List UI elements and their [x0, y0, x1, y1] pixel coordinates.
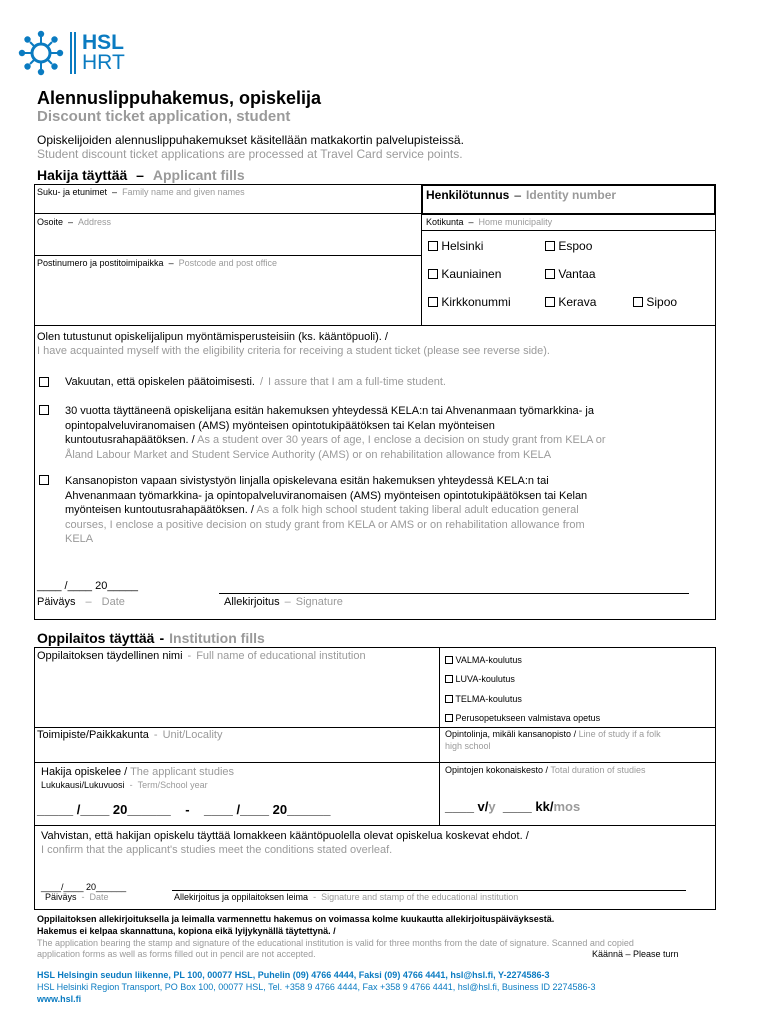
- institution-signature-label: [174, 892, 518, 902]
- footer-website-link[interactable]: www.hsl.fi: [37, 994, 82, 1004]
- studies-label: [41, 766, 234, 778]
- note-validity: Oppilaitoksen allekirjoituksella ja leimalla varmennettu hakemus on voimassa kolme kuukautta allekirjoituspäiväyksestä.: [37, 914, 555, 924]
- checkbox-icon[interactable]: [545, 241, 555, 251]
- option-3-line: Ahvenanmaan työmarkkina- ja opintopalveluviranomaisen (AMS) myönteisen opintotukipäätöksen tai Kelan: [65, 489, 588, 502]
- municipality-option-label: Vantaa: [558, 267, 596, 281]
- dash: –: [168, 258, 174, 268]
- inst-sig-en: Signature and stamp of the educational institution: [321, 892, 519, 902]
- line-of-study-en: high school: [445, 741, 491, 751]
- institution-name-sep: -: [187, 650, 192, 662]
- unit-label: [37, 729, 222, 741]
- option-3-line: Kansanopiston vapaan sivistystyön linjalla opiskelevana esitän hakemuksen yhteydessä KELA:n tai: [65, 475, 549, 487]
- footer-contact-en: HSL Helsinki Region Transport, PO Box 100, 00077 HSL, Tel. +358 9 4766 4444, Fax +358 9 4766 4441, hsl@hsl.fi, Business ID 2274586-3: [37, 982, 596, 992]
- checkbox-icon[interactable]: [428, 241, 438, 251]
- intro-text-en: Student discount ticket applications are processed at Travel Card service points.: [37, 147, 463, 161]
- option-2-line: opintopalveluviranomaisen (AMS) myönteisen opintotukipäätöksen tai Kelan myönteisen: [65, 419, 495, 432]
- checkbox-icon[interactable]: [445, 695, 453, 703]
- option-2-line-en: As a student over 30 years of age, I enclose a decision on study grant from KELA or: [197, 434, 606, 446]
- criteria-text: Olen tutustunut opiskelijalipun myöntämisperusteisiin (ks. kääntöpuoli). /: [37, 331, 388, 343]
- applicant-date-label: [37, 596, 125, 608]
- checkbox-icon[interactable]: [428, 269, 438, 279]
- line-of-study-en: Line of study if a folk: [578, 729, 661, 739]
- checkbox-icon[interactable]: [428, 297, 438, 307]
- unit-label-en: Unit/Locality: [162, 729, 223, 741]
- confirm-text-en: I confirm that the applicant's studies meet the conditions stated overleaf.: [41, 844, 393, 856]
- logo-divider: [70, 32, 72, 74]
- identity-label-fi: Henkilötunnus: [426, 188, 510, 202]
- checkbox-icon[interactable]: [39, 405, 49, 415]
- municipality-option-label: Kauniainen: [441, 267, 502, 281]
- note-validity-en: The application bearing the stamp and signature of the educational institution is valid for three months from the date of signature. Scanned and copied: [37, 938, 634, 948]
- address-label-en: Address: [78, 217, 112, 227]
- municipality-option-label: Sipoo: [646, 295, 678, 309]
- checkbox-kauniainen[interactable]: [428, 267, 501, 281]
- intro-text: Opiskelijoiden alennuslippuhakemukset käsitellään matkakortin palvelupisteissä.: [37, 133, 464, 147]
- option-1-en: I assure that I am a full-time student.: [268, 376, 446, 388]
- program-label: LUVA-koulutus: [455, 674, 515, 684]
- institution-signature-line[interactable]: [172, 890, 686, 891]
- option-3-line-en: KELA: [65, 533, 94, 545]
- applicant-heading: [37, 167, 245, 183]
- criteria-box: [34, 326, 716, 620]
- date-label-fi: Päiväys: [37, 596, 76, 608]
- municipality-label: [426, 217, 552, 227]
- logo-text-hrt: HRT: [82, 51, 125, 74]
- municipality-option-label: Helsinki: [441, 239, 484, 253]
- hsl-sun-icon: [18, 30, 64, 76]
- checkbox-espoo[interactable]: [545, 239, 592, 253]
- logo-text-hsl: HSL: [82, 31, 124, 54]
- signature-label-fi: Allekirjoitus: [224, 596, 280, 608]
- duration-years-fi: v/: [477, 799, 489, 814]
- footer-contact-fi: HSL Helsingin seudun liikenne, PL 100, 00077 HSL, Puhelin (09) 4766 4444, Faksi (09) 4766 4441, hsl@hsl.fi, Y-2274586-3: [37, 970, 550, 980]
- term-label: [41, 780, 208, 790]
- municipality-option-label: Kerava: [558, 295, 597, 309]
- checkbox-icon[interactable]: [39, 377, 49, 387]
- applicant-signature-line[interactable]: [219, 593, 689, 594]
- option-3-line-en: courses, I enclose a positive decision on study grant from KELA or AMS or on rehabilitation allowance from: [65, 518, 585, 531]
- address-label: [37, 217, 111, 227]
- program-luva[interactable]: [445, 674, 515, 684]
- checkbox-icon[interactable]: [39, 475, 49, 485]
- name-label-fi: Suku- ja etunimet: [37, 187, 108, 197]
- applicant-heading-fi: Hakija täyttää: [37, 167, 128, 183]
- date-label-en: Date: [101, 596, 125, 608]
- term-field[interactable]: _____ /____ 20______ - ____ /____ 20______: [37, 802, 331, 817]
- institution-date-label: [45, 892, 109, 902]
- name-label: [37, 187, 245, 197]
- duration-label: [445, 765, 645, 775]
- option-3-line-en: As a folk high school student taking liberal adult education general: [256, 504, 579, 516]
- option-1-fi: Vakuutan, että opiskelen päätoimisesti.: [65, 376, 255, 388]
- checkbox-icon[interactable]: [445, 656, 453, 664]
- checkbox-icon[interactable]: [633, 297, 643, 307]
- identity-label-en: Identity number: [526, 188, 617, 202]
- note-scan: Hakemus ei kelpaa skannattuna, kopiona eikä lyijykynällä täytettynä. /: [37, 926, 336, 936]
- checkbox-kerava[interactable]: [545, 295, 596, 309]
- identity-label: [426, 188, 616, 202]
- municipality-label-en: Home municipality: [478, 217, 553, 227]
- please-turn: Käännä – Please turn: [592, 949, 679, 959]
- term-label-sep: -: [129, 780, 133, 790]
- term-label-en: Term/School year: [137, 780, 208, 790]
- checkbox-icon[interactable]: [445, 714, 453, 722]
- page-title-en: Discount ticket application, student: [37, 108, 291, 125]
- hsl-logo: [18, 30, 138, 76]
- duration-months-fi: kk/: [535, 799, 554, 814]
- unit-label-fi: Toimipiste/Paikkakunta: [37, 729, 149, 741]
- institution-heading-en: Institution fills: [169, 630, 265, 646]
- line-of-study-label: [445, 728, 661, 752]
- signature-label-en: Signature: [295, 596, 343, 608]
- duration-years-blank: ____: [445, 799, 474, 814]
- inst-date-fi: Päiväys: [45, 892, 77, 902]
- applicant-signature-label: [224, 596, 343, 608]
- checkbox-icon[interactable]: [445, 675, 453, 683]
- institution-box: [34, 647, 716, 910]
- confirm-text: Vahvistan, että hakijan opiskelu täyttää lomakkeen kääntöpuolella olevat opiskelua koskevat ehdot. /: [41, 830, 529, 842]
- program-valma[interactable]: [445, 655, 522, 665]
- duration-field[interactable]: [445, 799, 580, 814]
- institution-heading-fi: Oppilaitos täyttää: [37, 630, 155, 646]
- municipality-option-label: Kirkkonummi: [441, 295, 511, 309]
- postcode-label-en: Postcode and post office: [178, 258, 277, 268]
- applicant-date-field[interactable]: ____ /____ 20_____: [37, 580, 138, 592]
- program-perusopetus[interactable]: [445, 713, 600, 723]
- criteria-text-en: I have acquainted myself with the eligibility criteria for receiving a student ticket (please see reverse side).: [37, 345, 550, 357]
- unit-label-sep: -: [153, 729, 158, 741]
- inst-date-en: Date: [89, 892, 109, 902]
- signature-label-sep: –: [284, 596, 291, 608]
- checkbox-sipoo[interactable]: [633, 295, 677, 309]
- institution-name-fi: Oppilaitoksen täydellinen nimi: [37, 650, 183, 662]
- date-label-sep: –: [85, 596, 92, 608]
- duration-label-fi: Opintojen kokonaiskesto /: [445, 765, 549, 775]
- duration-months-blank: ____: [502, 799, 532, 814]
- address-label-fi: Osoite: [37, 217, 64, 227]
- duration-years-en: y: [488, 799, 496, 814]
- note-scan-en: application forms as well as forms filled out in pencil are not accepted.: [37, 949, 316, 959]
- institution-heading: [37, 630, 265, 646]
- applicant-heading-sep: –: [136, 167, 144, 183]
- applicant-heading-en: Applicant fills: [152, 167, 245, 183]
- duration-label-en: Total duration of studies: [550, 765, 646, 775]
- municipality-option-label: Espoo: [558, 239, 593, 253]
- logo-divider-2: [74, 32, 76, 74]
- dash: –: [68, 217, 74, 227]
- institution-date-field[interactable]: ____/____ 20______: [41, 882, 127, 892]
- option-3-line: myönteisen kuntoutusrahapäätöksen. /: [65, 504, 254, 516]
- studies-label-fi: Hakija opiskelee /: [41, 766, 128, 778]
- municipality-label-fi: Kotikunta: [426, 217, 464, 227]
- institution-heading-sep: -: [159, 630, 165, 646]
- name-label-en: Family name and given names: [122, 187, 245, 197]
- inst-sig-fi: Allekirjoitus ja oppilaitoksen leima: [174, 892, 309, 902]
- checkbox-icon[interactable]: [545, 297, 555, 307]
- checkbox-icon[interactable]: [545, 269, 555, 279]
- checkbox-vantaa[interactable]: [545, 267, 596, 281]
- checkbox-kirkkonummi[interactable]: [428, 295, 511, 309]
- inst-date-sep: -: [81, 892, 85, 902]
- program-label: Perusopetukseen valmistava opetus: [455, 713, 601, 723]
- duration-months-en: mos: [553, 799, 581, 814]
- option-2-line: kuntoutusrahapäätöksen. /: [65, 434, 195, 446]
- studies-label-en: The applicant studies: [130, 766, 235, 778]
- program-label: TELMA-koulutus: [455, 694, 522, 704]
- inst-sig-sep: -: [313, 892, 317, 902]
- postcode-label-fi: Postinumero ja postitoimipaikka: [37, 258, 164, 268]
- checkbox-helsinki[interactable]: [428, 239, 483, 253]
- line-of-study-fi: Opintolinja, mikäli kansanopisto /: [445, 729, 577, 739]
- program-telma[interactable]: [445, 694, 522, 704]
- option-2-line-en: Åland Labour Market and Student Service Authority (AMS) or on rehabilitation allowance from KELA: [65, 448, 552, 461]
- postcode-label: [37, 258, 277, 268]
- term-label-fi: Lukukausi/Lukuvuosi: [41, 780, 125, 790]
- page-title: Alennuslippuhakemus, opiskelija: [37, 88, 322, 108]
- option-2-line: 30 vuotta täyttäneenä opiskelijana esitän hakemuksen yhteydessä KELA:n tai Ahvenanmaan työmarkkina- ja: [65, 405, 594, 417]
- institution-name-label: [37, 650, 366, 662]
- institution-name-en: Full name of educational institution: [196, 650, 366, 662]
- option-1-sep: /: [259, 376, 264, 388]
- dash: –: [514, 188, 522, 202]
- dash: –: [112, 187, 118, 197]
- program-label: VALMA-koulutus: [455, 655, 522, 665]
- dash: –: [468, 217, 474, 227]
